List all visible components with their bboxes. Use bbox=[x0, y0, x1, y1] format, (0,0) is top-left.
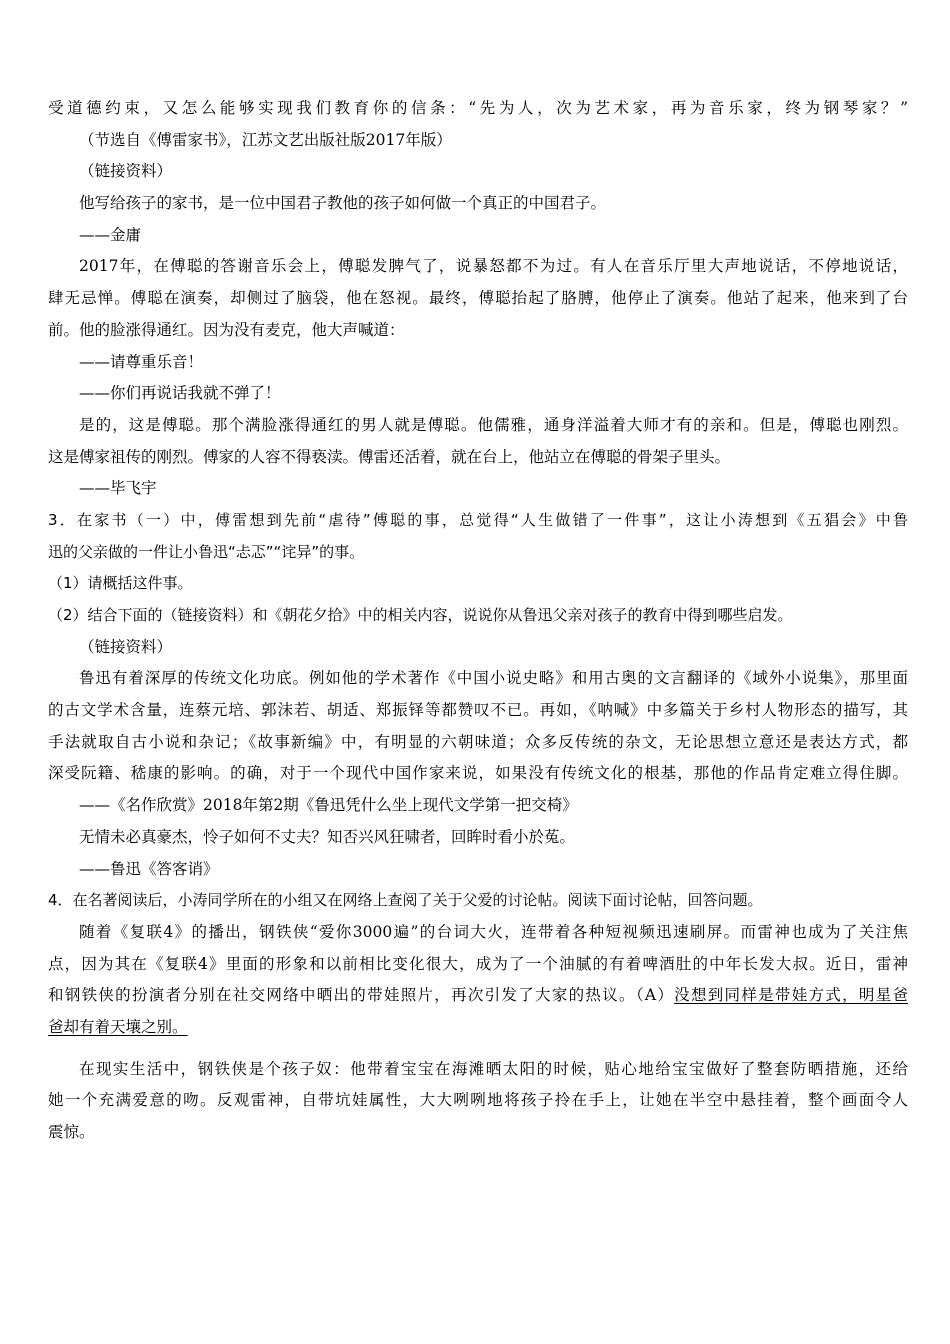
paragraph-line: 鲁迅有着深厚的传统文化功底。例如他的学术著作《中国小说史略》和用古奥的文言翻译的《域外小说集》，那里面 bbox=[79, 669, 908, 688]
underlined-sentence-a-end: 爸却有着天壤之别。 bbox=[48, 1017, 188, 1036]
paragraph-line: 这是傅家祖传的刚烈。傅家的人容不得亵渎。傅雷还活着，就在台上，他站立在傅聪的骨架子里头。 bbox=[48, 447, 731, 466]
quote-line: ——你们再说话我就不弹了！ bbox=[79, 384, 281, 403]
link-material-heading: （链接资料） bbox=[79, 162, 173, 181]
paragraph-line: 在现实生活中，钢铁侠是个孩子奴：他带着宝宝在海滩晒太阳的时候，贴心地给宝宝做好了整套防晒措施，还给 bbox=[79, 1059, 908, 1078]
paragraph-line: 受道德约束，又怎么能够实现我们教育你的信条：“先为人，次为艺术家，再为音乐家，终为钢琴家？” bbox=[48, 99, 908, 117]
paragraph-line: 点，因为其在《复联4》里面的形象和以前相比变化很大，成为了一个油腻的有着啤酒肚的中年长发大叔。近日，雷神 bbox=[48, 954, 908, 973]
paragraph-line: 2017年，在傅聪的答谢音乐会上，傅聪发脾气了，说暴怒都不为过。有人在音乐厅里大声地说话，不停地说话， bbox=[79, 257, 908, 276]
underlined-sentence-a: 没想到同样是带娃方式，明星爸 bbox=[674, 986, 908, 1005]
poem-line: 无情未必真豪杰，怜子如何不丈夫？知否兴风狂啸者，回眸时看小於菟。 bbox=[79, 827, 576, 846]
paragraph-line bbox=[48, 985, 908, 1005]
attribution: ——鲁迅《答客诮》 bbox=[79, 859, 219, 878]
attribution: ——《名作欣赏》2018年第2期《鲁迅凭什么坐上现代文学第一把交椅》 bbox=[79, 796, 578, 815]
question-3: 3．在家书（一）中，傅雷想到先前“虐待”傅聪的事，总觉得“人生做错了一件事”，这让小涛想到《五猖会》中鲁 bbox=[48, 510, 908, 529]
attribution: ——毕飞宇 bbox=[79, 479, 157, 498]
paragraph-line: 她一个充满爱意的吻。反观雷神，自带坑娃属性，大大咧咧地将孩子拎在手上，让她在半空中悬挂着，整个画面令人 bbox=[48, 1091, 908, 1110]
paragraph-line: 的古文学术含量，连蔡元培、郭沫若、胡适、郑振铎等都赞叹不已。再如，《呐喊》中多篇关于乡村人物形态的描写，其 bbox=[48, 701, 908, 720]
paragraph-line: 前。他的脸涨得通红。因为没有麦克，他大声喊道： bbox=[48, 320, 405, 339]
paragraph-line: 深受阮籍、嵇康的影响。的确，对于一个现代中国作家来说，如果没有传统文化的根基，那他的作品肯定难立得住脚。 bbox=[48, 764, 908, 783]
paragraph-line: 震惊。 bbox=[48, 1123, 95, 1141]
paragraph-gap bbox=[48, 1049, 908, 1059]
paragraph-line: 随着《复联4》的播出，钢铁侠“爱你3000遍”的台词大火，连带着各种短视频迅速刷屏。而雷神也成为了关注焦 bbox=[79, 922, 908, 941]
document-page bbox=[48, 98, 908, 1154]
paragraph-line: 手法就取自古小说和杂记；《故事新编》中，有明显的六朝味道；众多反传统的杂文，无论思想立意还是表达方式，都 bbox=[48, 732, 908, 751]
paragraph-text: 和钢铁侠的扮演者分别在社交网络中晒出的带娃照片，再次引发了大家的热议。（A） bbox=[48, 986, 675, 1005]
question-3-line: 迅的父亲做的一件让小鲁迅“忐忑”“诧异”的事。 bbox=[48, 542, 365, 561]
quote-line: ——请尊重乐音！ bbox=[79, 352, 204, 371]
paragraph-line bbox=[48, 1017, 908, 1037]
paragraph-line: 肆无忌惮。傅聪在演奏，却侧过了脑袋，他在怒视。最终，傅聪抬起了胳膊，他停止了演奏。他站了起来，他来到了台 bbox=[48, 289, 908, 308]
sub-question-1: （1）请概括这件事。 bbox=[48, 574, 193, 593]
paragraph-line: 他写给孩子的家书，是一位中国君子教他的孩子如何做一个真正的中国君子。 bbox=[79, 194, 607, 213]
sub-question-2: （2）结合下面的（链接资料）和《朝花夕拾》中的相关内容，说说你从鲁迅父亲对孩子的教育中得到哪些启发。 bbox=[48, 606, 793, 624]
attribution: ——金庸 bbox=[79, 225, 142, 244]
link-material-heading: （链接资料） bbox=[79, 637, 173, 656]
question-4: 4．在名著阅读后，小涛同学所在的小组又在网络上查阅了关于父爱的讨论帖。阅读下面讨论帖，回答问题。 bbox=[48, 891, 763, 910]
paragraph-line: 是的，这是傅聪。那个满脸涨得通红的男人就是傅聪。他儒雅，通身洋溢着大师才有的亲和。但是，傅聪也刚烈。 bbox=[79, 415, 908, 434]
source-citation: （节选自《傅雷家书》，江苏文艺出版社版2017年版） bbox=[79, 130, 452, 149]
